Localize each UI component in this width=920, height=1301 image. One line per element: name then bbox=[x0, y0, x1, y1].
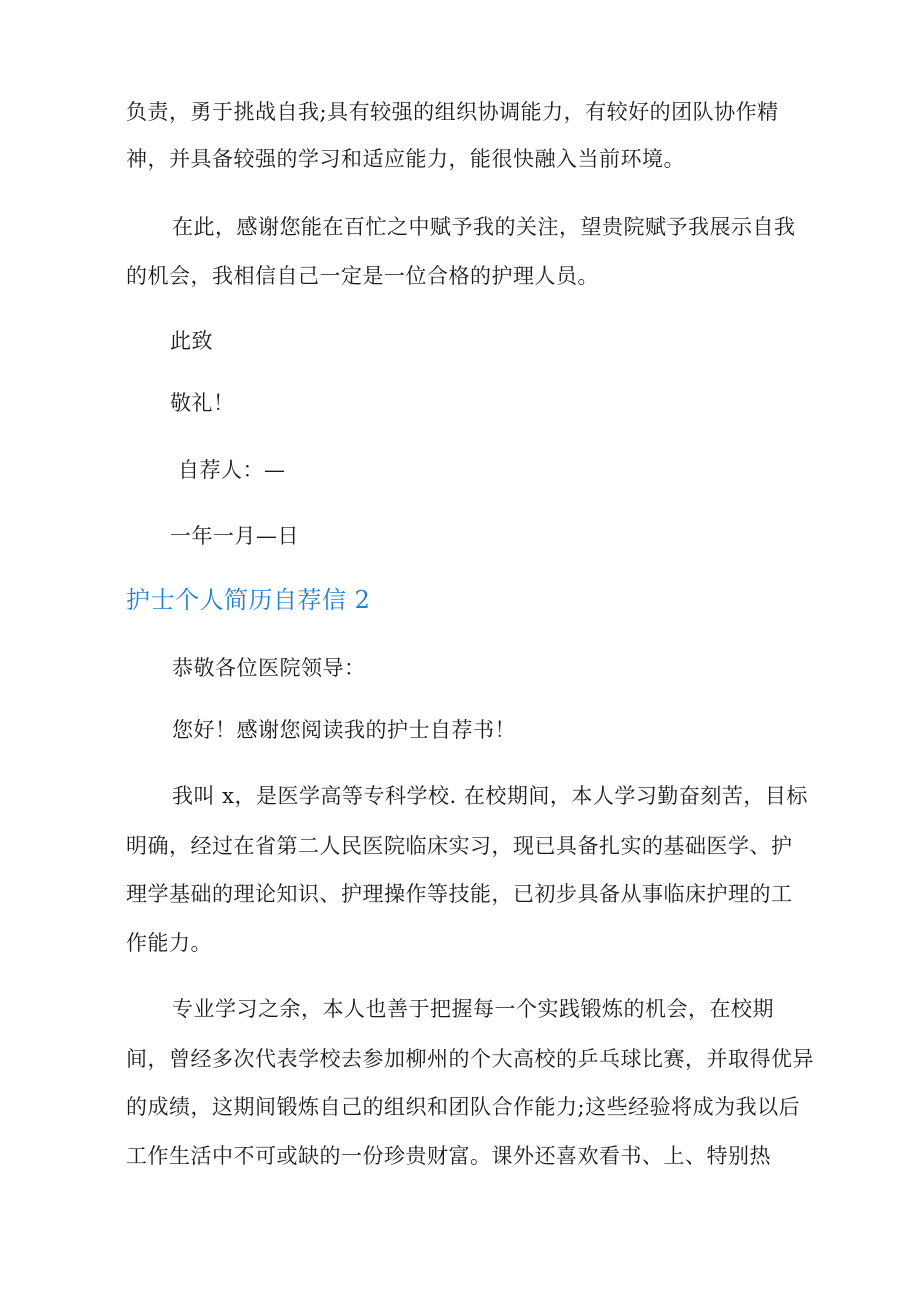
paragraph-line: 负责，勇于挑战自我;具有较强的组织协调能力，有较好的团队协作精 bbox=[126, 100, 779, 124]
paragraph-line: 我叫 x，是医学高等专科学校. 在校期间，本人学习勤奋刻苦，目标 bbox=[172, 784, 808, 808]
paragraph-line: 工作生活中不可或缺的一份珍贵财富。课外还喜欢看书、上、特别热 bbox=[126, 1144, 771, 1168]
closing-line: 此致 bbox=[170, 329, 213, 353]
paragraph-line: 专业学习之余，本人也善于把握每一个实践锻炼的机会，在校期 bbox=[172, 997, 774, 1021]
paragraph-line: 神，并具备较强的学习和适应能力，能很快融入当前环境。 bbox=[126, 147, 685, 171]
paragraph-line: 间，曾经多次代表学校去参加柳州的个大高校的乒乓球比赛，并取得优异 bbox=[126, 1047, 814, 1071]
closing-line: 敬礼！ bbox=[170, 391, 235, 415]
paragraph-line: 作能力。 bbox=[126, 931, 212, 955]
paragraph-line: 在此，感谢您能在百忙之中赋予我的关注，望贵院赋予我展示自我 bbox=[172, 215, 796, 239]
signature-line: 自荐人：— bbox=[178, 458, 286, 482]
paragraph-line: 的机会，我相信自己一定是一位合格的护理人员。 bbox=[126, 264, 599, 288]
section-heading: 护士个人简历自荐信 2 bbox=[126, 586, 371, 614]
salutation: 恭敬各位医院领导： bbox=[172, 656, 366, 680]
paragraph-line: 理学基础的理论知识、护理操作等技能，已初步具备从事临床护理的工 bbox=[126, 882, 793, 906]
greeting: 您好！感谢您阅读我的护士自荐书！ bbox=[172, 718, 516, 742]
paragraph-line: 的成绩，这期间锻炼自己的组织和团队合作能力;这些经验将成为我以后 bbox=[126, 1095, 801, 1119]
date-line: 一年一月—日 bbox=[170, 524, 299, 548]
paragraph-line: 明确，经过在省第二人民医院临床实习，现已具备扎实的基础医学、护 bbox=[126, 834, 793, 858]
